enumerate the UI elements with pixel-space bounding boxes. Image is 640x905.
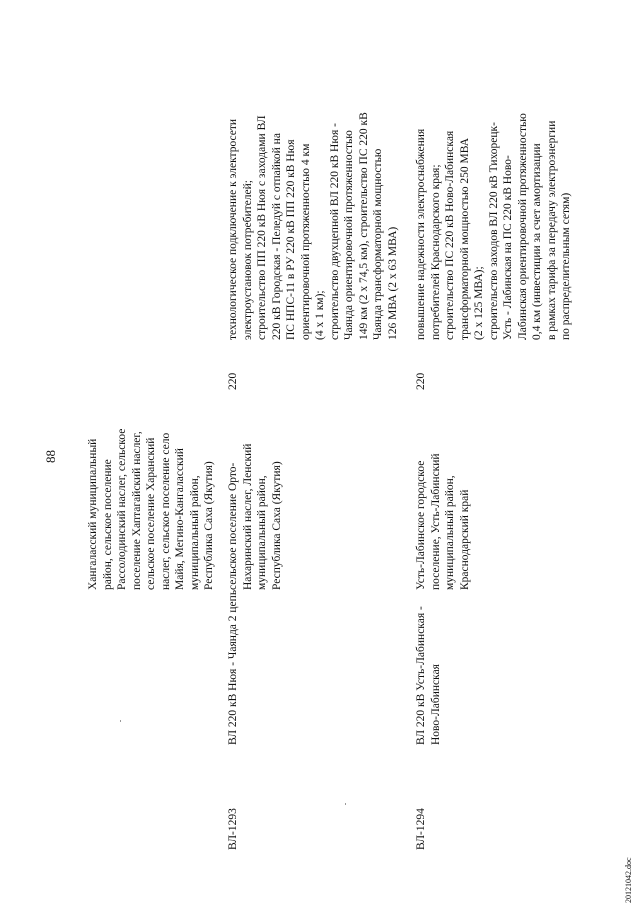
object-name-line: ВЛ 220 кВ Нюя - Чаянда 2 цепь	[227, 589, 239, 745]
description-line: ПС НПС-11 в РУ 220 кВ ПП 220 кВ Нюя	[285, 139, 297, 340]
location-line: наслег, сельское поселение село	[159, 432, 172, 590]
document-file-id: 20121042.doc	[624, 857, 633, 903]
location-cell	[226, 400, 284, 590]
location-line: Рассолодинский наслег, сельское	[116, 428, 128, 590]
voltage-cell: 220	[415, 372, 427, 390]
location-line: Краснодарский край	[458, 489, 471, 590]
object-name-line: ВЛ 220 кВ Усть-Лабинская -	[415, 606, 427, 745]
description-line: Чаянда трансформаторной мощностью	[372, 148, 384, 340]
location-line: Майя, Мегино-Кангаласский	[174, 448, 186, 590]
location-line: муниципальный район,	[444, 475, 456, 590]
location-line: поселение, Усть-Лабинский	[429, 453, 442, 590]
description-line: 0,4 км (инвестиции за счет амортизации	[531, 143, 543, 340]
description-line: Усть - Лабинская на ПС 220 кВ Ново-	[502, 155, 514, 340]
description-line: строительство двухцепной ВЛ 220 кВ Нюя -	[328, 123, 341, 340]
object-id-cell: ВЛ-1294	[415, 808, 427, 850]
scan-speck	[120, 720, 121, 722]
object-name-line: Ново-Лабинская	[429, 664, 442, 745]
location-line: поселение Хаптагайский наслег,	[130, 431, 143, 590]
description-line: (4 x 1 км);	[314, 290, 326, 340]
location-line: сельское поселение Орто-	[227, 462, 239, 590]
scan-speck	[345, 803, 346, 805]
description-line: в рамках тарифа за передачу электроэнергии	[545, 120, 558, 340]
description-line: 220 кВ Городская - Пеледуй с отпайкой на	[270, 133, 283, 340]
description-line: строительство ПП 220 кВ Нюя с заходами ВЛ	[256, 115, 268, 340]
description-cell	[414, 20, 574, 340]
page-number: 88	[43, 450, 58, 463]
description-line: по распределительным сетям)	[560, 192, 572, 340]
object-id-cell: ВЛ-1293	[227, 808, 239, 850]
object-name-cell	[414, 565, 443, 745]
description-line: Лабинская ориентировочной протяженностью	[516, 113, 529, 340]
location-line: Республика Саха (Якутия)	[203, 461, 215, 590]
location-line: сельское поселение Харанский	[145, 437, 157, 590]
location-line: муниципальный район,	[256, 475, 268, 590]
location-cell	[414, 400, 472, 590]
location-line: Усть-Лабинское городское	[415, 460, 427, 590]
description-line: потребителей Краснодарского края;	[429, 164, 442, 340]
location-line: район, сельское поселение	[101, 459, 114, 590]
description-line: Чаянда ориентировочной протяженностью	[343, 130, 355, 340]
description-line: повышение надежности электроснабжения	[415, 128, 427, 340]
description-line: трансформаторной мощностью 250 МВА	[458, 137, 471, 340]
description-line: (2 x 125 МВА);	[473, 266, 485, 340]
description-line: ориентировочной протяженностью 4 км	[299, 143, 312, 340]
voltage-cell: 220	[227, 372, 239, 390]
location-line: Республика Саха (Якутия)	[270, 461, 283, 590]
description-line: электроустановок потребителей;	[241, 180, 254, 340]
location-line: Нахаринский наслег, Ленский	[241, 443, 254, 590]
location-line: Хангаласский муниципальный	[87, 438, 99, 590]
description-line: 126 МВА (2 x 63 МВА)	[386, 226, 399, 340]
description-cell	[226, 20, 400, 340]
description-line: технологическое подключение к электросети	[227, 118, 239, 340]
description-line: строительство ПС 220 кВ Ново-Лабинская	[444, 130, 456, 340]
object-name-cell	[226, 565, 241, 745]
location-cell	[86, 400, 217, 590]
location-line: муниципальный район,	[188, 475, 201, 590]
description-line: строительство заходов ВЛ 220 кВ Тихорецк-	[487, 122, 500, 340]
description-line: 149 км (2 x 74,5 км), строительство ПС 220 кВ	[357, 112, 370, 340]
